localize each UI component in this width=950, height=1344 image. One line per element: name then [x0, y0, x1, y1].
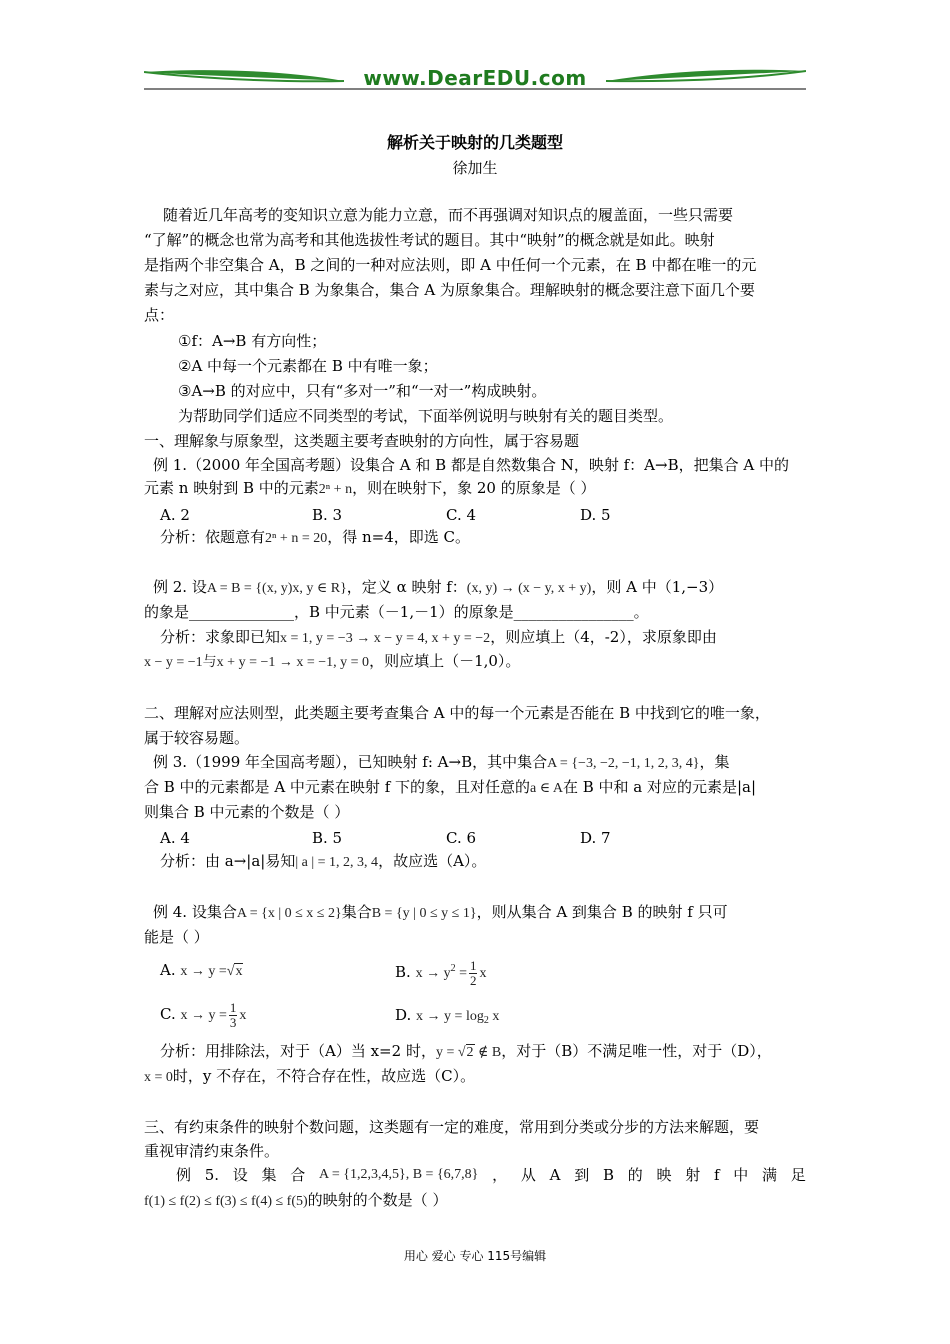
analysis-4-text: 分析：用排除法，对于（A）当 x=2 时， [160, 1042, 436, 1060]
example-4-option-a [160, 960, 243, 982]
example-2-line-1 [153, 577, 723, 599]
option-c-fraction [229, 1001, 238, 1030]
ex5-token: 合 [290, 1166, 306, 1184]
ex5-token: 5. [204, 1166, 220, 1184]
option-b-numerator: 1 [469, 958, 477, 974]
analysis-3-formula: | a | = 1, 2, 3, 4 [295, 855, 379, 870]
point-1: ①f：A→B 有方向性； [178, 332, 327, 350]
section-1-heading: 一、理解象与原象型，这类题主要考查映射的方向性，属于容易题 [144, 432, 580, 450]
option-b-exponent: 2 [450, 963, 456, 974]
example-3-set: A = {−3, −2, −1, 1, 2, 3, 4} [547, 756, 700, 771]
page-footer: 用心 爱心 专心 115号编辑 [403, 1249, 547, 1263]
option-a-radicand: x [235, 964, 243, 979]
analysis-4-radicand: 2 [466, 1045, 474, 1060]
option-d-var: x [492, 1009, 500, 1024]
intro-line-1: 随着近几年高考的变知识立意为能力立意，而不再强调对知识点的履盖面，一些只需要 [163, 206, 734, 224]
example-2-text-c: ，则 A 中（1,−3） [591, 578, 724, 596]
example-3-option-c: C. 6 [446, 829, 477, 847]
example-2-text-b: ，定义 α 映射 f： [346, 578, 467, 596]
option-a-label: A. [160, 961, 176, 979]
example-1-formula: 2ⁿ + n [318, 482, 353, 497]
analysis-2-formula: x = 1, y = −3 → x − y = 4, x + y = −2 [280, 631, 491, 646]
ex5-token: 的 [627, 1166, 643, 1184]
analysis-2-line-2 [144, 651, 520, 673]
analysis-2-text-c: ，则应填上（－1,0）。 [369, 652, 521, 670]
example-1-question: ，则在映射下，象 20 的原象是（ ） [352, 479, 596, 497]
example-2-set: A = B = {(x, y)x, y ∈ R} [206, 581, 347, 596]
example-4-line-2: 能是（ ） [144, 928, 209, 946]
example-3-line-3: 则集合 B 中元素的个数是（ ） [144, 803, 350, 821]
option-b-label: B. [395, 963, 411, 981]
ex5-question: 的映射的个数是（ ） [307, 1191, 448, 1209]
ex5-token: 映 [656, 1166, 672, 1184]
example-4-option-c [160, 1000, 246, 1030]
analysis-4-text-c: 时，y 不存在，不符合存在性，故应选（C）。 [172, 1067, 476, 1085]
example-1-line-2 [144, 478, 595, 500]
example-3-text: 例 3.（1999 年全国高考题），已知映射 f: A→B，其中集合 [153, 753, 548, 771]
example-4-line-1 [153, 902, 728, 924]
section-3-heading-line-1: 三、有约束条件的映射个数问题，这类题有一定的难度，常用到分类或分步的方法来解题，要 [144, 1118, 760, 1136]
example-5-line-2 [144, 1190, 447, 1212]
example-5-line-1 [176, 1165, 806, 1185]
option-c-numerator: 1 [229, 1000, 237, 1016]
example-2-text: 例 2. 设 [153, 578, 207, 596]
option-b-map: x → y [415, 966, 451, 981]
ex5-token: ， [492, 1166, 508, 1184]
analysis-2-text-b: ，则应填上（4，-2），求原象即由 [490, 628, 717, 646]
section-3-heading-line-2: 重视审清约束条件。 [144, 1142, 280, 1160]
example-4-text-c: ，则从集合 A 到集合 B 的映射 f 只可 [476, 903, 728, 921]
example-2-line-2: 的象是______________，B 中元素（－1,－1）的原象是________________。 [144, 603, 649, 621]
ex5-token: 满 [762, 1166, 778, 1184]
section-2-heading-line-1: 二、理解对应法则型，此类题主要考查集合 A 中的每一个元素是否能在 B 中找到它的唯一象， [144, 704, 770, 722]
ex5-token: 到 [574, 1166, 590, 1184]
intro-line-5: 点： [144, 306, 175, 324]
example-3-text-d: 在 B 中和 a 对应的元素是|a| [562, 778, 757, 796]
ex5-token: 足 [790, 1166, 806, 1184]
option-c-label: C. [160, 1005, 176, 1023]
example-1-option-b: B. 3 [312, 506, 343, 524]
ex5-sets: A = {1,2,3,4,5}, B = {6,7,8} [319, 1167, 479, 1182]
point-2: ②A 中每一个元素都在 B 中有唯一象； [178, 357, 438, 375]
option-c-denominator: 3 [229, 1015, 237, 1031]
example-3-option-d: D. 7 [580, 829, 611, 847]
intro-line-4: 素与之对应，其中集合 B 为象集合，集合 A 为原象集合。理解映射的概念要注意下面几个要 [144, 281, 755, 299]
analysis-3-result: ，故应选（A）。 [378, 852, 487, 870]
option-d-map: x → y = log [416, 1009, 484, 1024]
document-author: 徐加生 [452, 159, 498, 177]
example-4-text-b: 集合 [341, 903, 372, 921]
analysis-4-y: y = [435, 1045, 458, 1060]
header-banner [144, 64, 806, 94]
point-3: ③A→B 的对应中，只有“多对一”和“一对一”构成映射。 [178, 382, 547, 400]
example-1-text: 元素 n 映射到 B 中的元素 [144, 479, 319, 497]
option-d-label: D. [395, 1006, 412, 1024]
analysis-2-formula-2: x − y = −1与x + y = −1 → x = −1, y = 0 [144, 655, 370, 670]
example-3-text-b: ，集 [699, 753, 730, 771]
option-b-equals: = [459, 966, 467, 981]
option-a-formula: x → y =√x [180, 964, 243, 979]
example-1-option-d: D. 5 [580, 506, 611, 524]
option-c-formula [180, 1000, 247, 1031]
option-b-formula [415, 958, 487, 989]
ex5-token: 例 [176, 1166, 192, 1184]
analysis-4-x0: x = 0 [144, 1070, 173, 1085]
ex5-condition: f(1) ≤ f(2) ≤ f(3) ≤ f(4) ≤ f(5) [144, 1194, 308, 1209]
analysis-4-text-b: ，对于（B）不满足唯一性，对于（D）， [501, 1042, 772, 1060]
ex5-token: A [549, 1166, 561, 1184]
example-1-option-a: A. 2 [160, 506, 190, 524]
option-d-formula [416, 1009, 499, 1024]
ex5-token: f [713, 1166, 720, 1184]
example-3-line-1 [153, 752, 729, 774]
example-4-set-b: B = {y | 0 ≤ y ≤ 1} [371, 906, 477, 921]
example-4-option-b [395, 955, 486, 988]
section-2-heading-line-2: 属于较容易题。 [144, 729, 250, 747]
analysis-4-formula: y = √2 ∉ B [435, 1045, 502, 1060]
option-d-base: 2 [483, 1015, 489, 1026]
analysis-1-result: ，得 n=4，即选 C。 [327, 528, 471, 546]
option-b-var: x [479, 966, 487, 981]
analysis-2-text: 分析：求象即已知 [160, 628, 281, 646]
option-c-map: x → y = [180, 1008, 227, 1023]
option-b-denominator: 2 [469, 973, 477, 989]
example-3-element: a ∈ A [530, 781, 563, 796]
document-title: 解析关于映射的几类题型 [386, 133, 563, 152]
example-4-set-a: A = {x | 0 ≤ x ≤ 2} [236, 906, 342, 921]
ex5-token: B [602, 1166, 614, 1184]
analysis-4-line-1 [160, 1041, 772, 1063]
ex5-token: 中 [733, 1166, 749, 1184]
ex5-token: 设 [232, 1166, 248, 1184]
analysis-2-line-1 [160, 627, 717, 649]
ex5-token: 射 [685, 1166, 701, 1184]
example-2-map: (x, y) → (x − y, x + y) [466, 581, 592, 596]
intro-line-2: “了解”的概念也常为高考和其他选拔性考试的题目。其中“映射”的概念就是如此。映射 [144, 231, 715, 249]
option-a-map: x → y = [180, 964, 227, 979]
example-3-text-c: 合 B 中的元素都是 A 中元素在映射 f 下的象，且对任意的 [144, 778, 531, 796]
analysis-3-text: 分析：由 a→|a|易知 [160, 852, 296, 870]
option-c-var: x [239, 1008, 247, 1023]
analysis-1-formula: 2ⁿ + n = 20 [265, 531, 328, 546]
site-logo: www.DearEDU.com [363, 66, 587, 90]
example-3-option-b: B. 5 [312, 829, 343, 847]
analysis-3 [160, 851, 486, 873]
analysis-4-line-2 [144, 1066, 475, 1088]
intro-line-3: 是指两个非空集合 A，B 之间的一种对应法则，即 A 中任何一个元素，在 B 中都在唯一的元 [144, 256, 757, 274]
example-4-text: 例 4. 设集合 [153, 903, 237, 921]
ex5-token: 集 [261, 1166, 277, 1184]
example-3-line-2 [144, 777, 756, 799]
analysis-4-notin: ∉ B [474, 1045, 502, 1060]
analysis-1-text: 分析：依题意有 [160, 528, 266, 546]
analysis-1 [160, 527, 470, 549]
example-1-line-1: 例 1.（2000 年全国高考题）设集合 A 和 B 都是自然数集合 N，映射 f：A→B，把集合 A 中的 [153, 456, 789, 474]
example-4-option-d [395, 1005, 499, 1031]
example-3-option-a: A. 4 [160, 829, 190, 847]
option-b-fraction [469, 959, 478, 988]
example-1-option-c: C. 4 [446, 506, 477, 524]
intro-line-6: 为帮助同学们适应不同类型的考试，下面举例说明与映射有关的题目类型。 [178, 407, 674, 425]
ex5-token: 从 [520, 1166, 536, 1184]
